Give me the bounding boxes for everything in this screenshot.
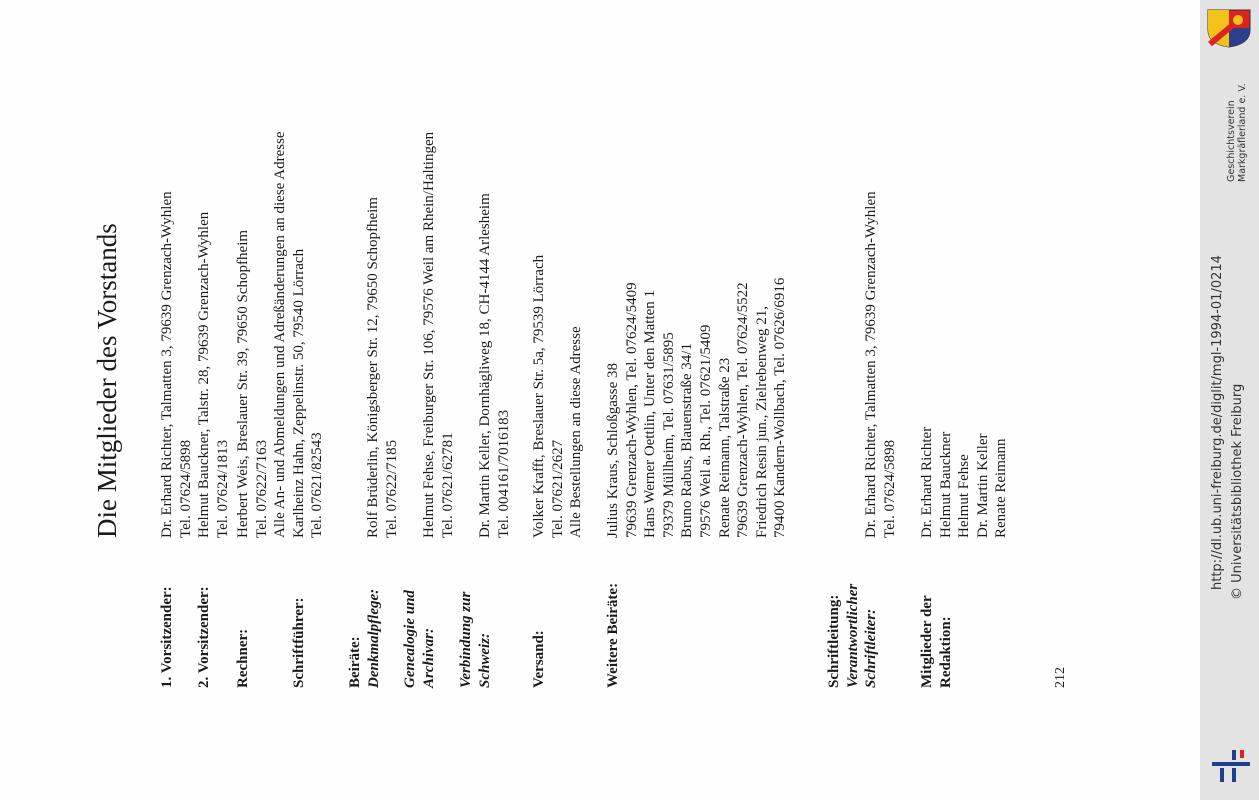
label-line: Redaktion: [937, 616, 954, 688]
entry-line: Tel. 004161/7016183 [495, 409, 512, 538]
entry-line: Helmut Bauckner [937, 431, 954, 538]
society-name [1226, 83, 1248, 182]
entry-genealogie-archivar [420, 132, 457, 538]
entry-schriftleitung [862, 191, 899, 538]
label-line: Weitere Beiräte: [605, 582, 621, 688]
entry-line: Dr. Martin Keller, Dornhägliweg 18, CH-4144 Arlesheim [477, 193, 493, 538]
copyright-notice: © Universitätsbibliothek Freiburg [1230, 383, 1245, 600]
entry-verbindung-schweiz [476, 193, 513, 538]
entry-line: 79639 Grenzach-Wyhlen, Tel. 07624/5409 [623, 282, 640, 538]
entry-line: 79379 Müllheim, Tel. 07631/5895 [660, 332, 677, 538]
entry-line: Renate Reimann, Talstraße 23 [716, 357, 733, 538]
entry-line: Renate Reimann [993, 438, 1010, 538]
entry-line: Alle Bestellungen an diese Adresse [568, 326, 585, 538]
entry-line: Dr. Erhard Richter, Talmatten 3, 79639 Grenzach-Wyhlen [863, 191, 879, 538]
entry-line: Tel. 07624/1813 [214, 439, 231, 538]
entry-line: Helmut Bauckner, Talstr. 28, 79639 Grenzach-Wyhlen [196, 211, 212, 538]
entry-line: Herbert Weis, Breslauer Str. 39, 79650 Schopfheim [235, 229, 251, 538]
label-line: Rechner: [235, 628, 251, 688]
entry-line: 79576 Weil a. Rh., Tel. 07621/5409 [697, 324, 714, 538]
entry-line: Tel. 07621/62781 [439, 432, 456, 538]
entry-line: Dr. Erhard Richter, Talmatten 3, 79639 Grenzach-Wyhlen [159, 191, 175, 538]
label-line: Schriftleiter: [863, 608, 880, 688]
society-line: Markgräflerland e. V. [1237, 83, 1248, 182]
entry-line: Dr. Martin Keller [974, 433, 991, 538]
entry-rechner [234, 230, 271, 538]
entry-line: Tel. 07624/5898 [177, 439, 194, 538]
entry-mitglieder-redaktion [918, 427, 1011, 538]
ub-freiburg-logo-icon [1210, 748, 1252, 784]
entry-line: 79400 Kandern-Wollbach, Tel. 07626/6916 [772, 277, 789, 538]
entry-line: Volker Krafft, Breslauer Str. 5a, 79539 Lörrach [531, 254, 547, 538]
entry-1-vorsitzender [158, 191, 195, 538]
entry-line: Rolf Brüderlin, Königsberger Str. 12, 79650 Schopfheim [365, 197, 381, 538]
label-line: 2. Vorsitzender: [196, 586, 212, 688]
entry-line: Tel. 07622/7185 [383, 439, 400, 538]
entry-line: Bruno Rabus, Blauenstraße 34/1 [679, 343, 696, 538]
society-line: Geschichtsverein [1226, 100, 1237, 182]
label-line: Mitglieder der [919, 595, 935, 688]
entry-line: Julius Kraus, Schloßgasse 38 [605, 363, 621, 538]
entry-versand [530, 255, 586, 538]
entry-line: 79639 Grenzach-Wyhlen, Tel. 07624/5522 [735, 282, 752, 538]
page-number: 212 [1053, 667, 1068, 688]
entry-2-vorsitzender [195, 212, 232, 538]
label-line: Genealogie und [402, 590, 418, 688]
entry-line: Tel. 07624/5898 [881, 439, 898, 538]
sidebar-rotated-text [1200, 0, 1259, 800]
entry-schriftfuehrer [271, 131, 327, 538]
label-line: 1. Vorsitzender: [159, 586, 175, 688]
label-line: Schweiz: [476, 632, 493, 688]
entry-line: Friedrich Resin jun., Zielrebenweg 21, [753, 305, 770, 538]
entry-denkmalpflege [364, 197, 401, 538]
page-title: Die Mitglieder des Vorstands [92, 223, 122, 538]
entry-line: Alle An- und Abmeldungen und Adreßänderungen an diese Adresse [272, 131, 288, 538]
label-line: Verbindung zur [458, 591, 474, 688]
entry-line: Tel. 07622/7163 [253, 439, 270, 538]
label-line: Denkmalpflege: [365, 588, 382, 688]
entry-line: Helmut Fehse [956, 454, 973, 538]
entry-line: Helmut Fehse, Freiburger Str. 106, 79576 Weil am Rhein/Haltingen [421, 131, 437, 538]
viewer-sidebar [1200, 0, 1259, 800]
permalink-url[interactable]: http://dl.ub.uni-freiburg.de/diglit/mgl-1994-01/0214 [1210, 255, 1225, 590]
entry-line: Dr. Erhard Richter [919, 426, 935, 538]
coat-of-arms-icon [1206, 8, 1252, 48]
label-line: Versand: [531, 630, 547, 688]
entry-line: Hans Werner Oettlin, Unter den Matten 1 [642, 289, 659, 538]
label-line: Schriftführer: [291, 597, 307, 688]
label-line: Archivar: [420, 628, 437, 688]
entry-line: Tel. 07621/82543 [309, 432, 326, 538]
entry-line: Tel. 07621/2627 [549, 439, 566, 538]
entry-weitere-beiraete [604, 278, 790, 538]
label-line: Schriftleitung: [826, 594, 842, 688]
label-line: Beiräte: [347, 636, 363, 688]
entry-line: Karlheinz Hahn, Zeppelinstr. 50, 79540 Lörrach [290, 248, 307, 538]
label-line: Verantwortlicher [844, 583, 861, 688]
